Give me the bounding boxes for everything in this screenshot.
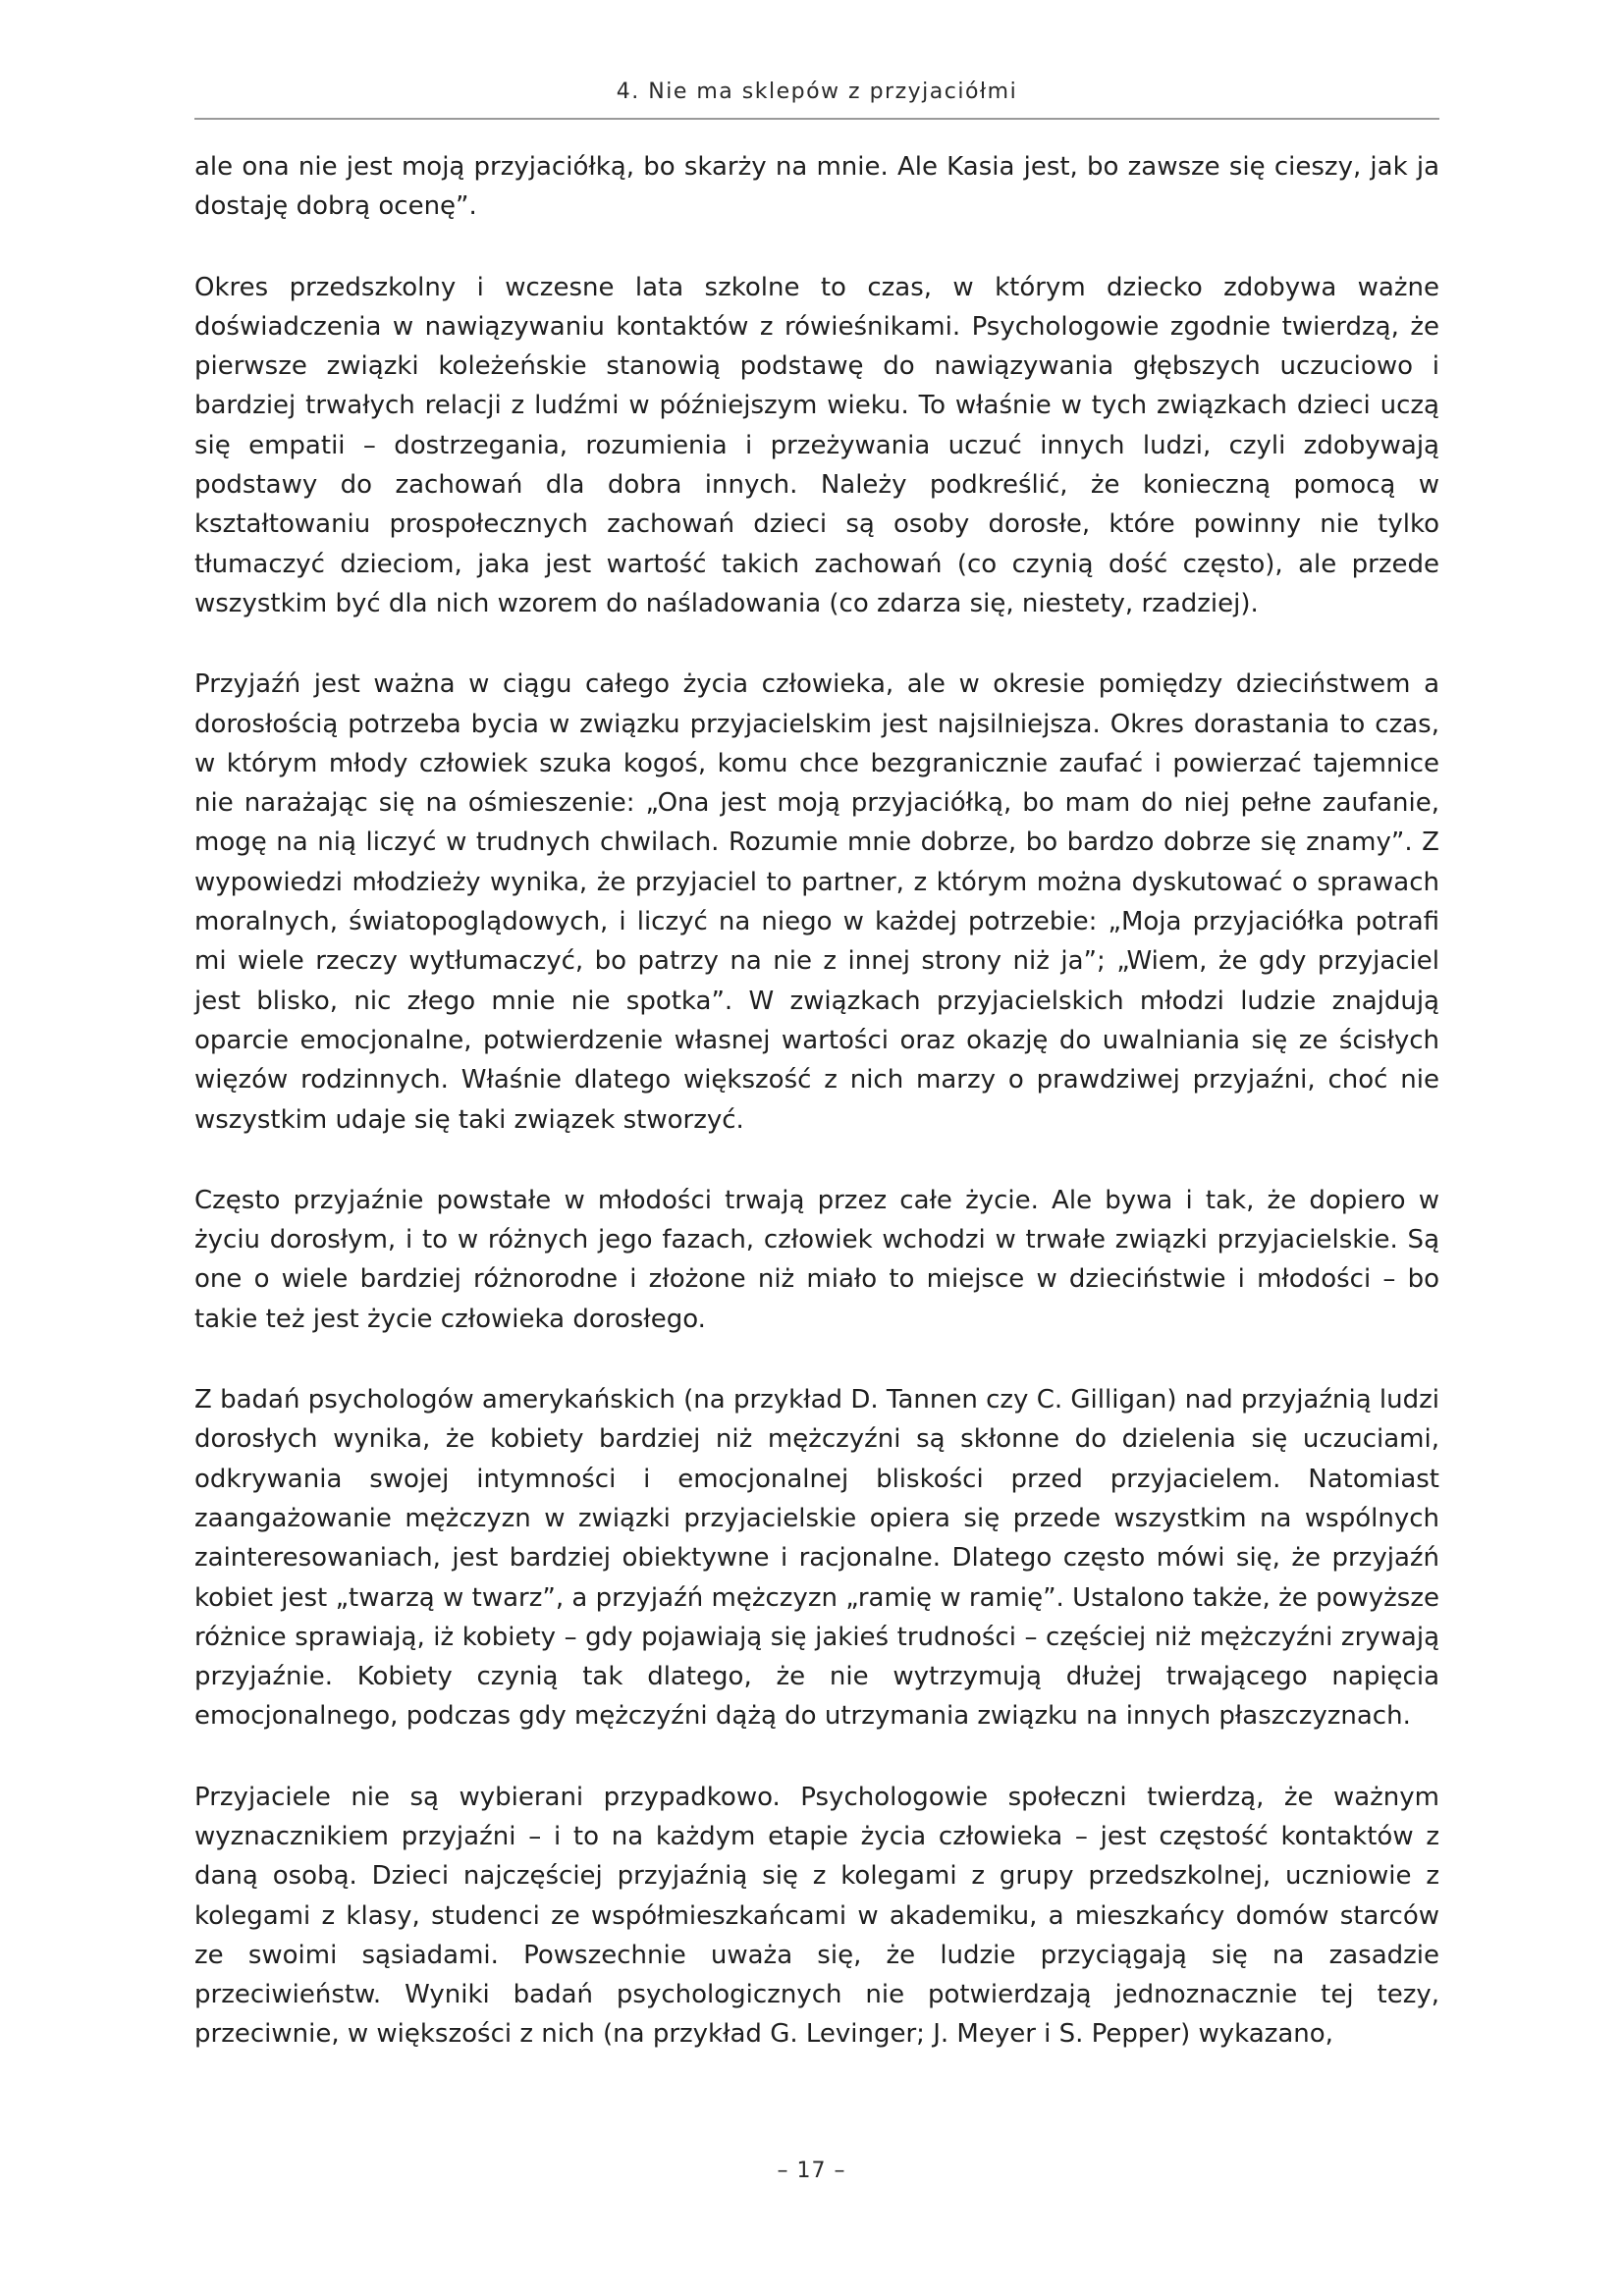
page-number: – 17 – — [777, 2159, 846, 2183]
paragraph-5: Z badań psychologów amerykańskich (na przykład D. Tannen czy C. Gilligan) nad przyjaźnią ludzi dorosłych wynika, że kobiety bardziej niż mężczyźni są skłonne do dzielenia się uczuciami, odkrywania swojej intymności i emocjonalnej bliskości przed przyjacielem. Natomiast zaangażowanie mężczyzn w związki przyjacielskie opiera się przede wszystkim na wspólnych zainteresowaniach, jest bardziej obiektywne i racjonalne. Dlatego często mówi się, że przyjaźń kobiet jest „twarzą w twarz”, a przyjaźń mężczyzn „ramię w ramię”. Ustalono także, że powyższe różnice sprawiają, iż kobiety – gdy pojawiają się jakieś trudności – częściej niż mężczyźni zrywają przyjaźnie. Kobiety czynią tak dlatego, że nie wytrzymują dłużej trwającego napięcia emocjonalnego, podczas gdy mężczyźni dążą do utrzymania związku na innych płaszczyznach. — [194, 1385, 1439, 1732]
paragraph-6: Przyjaciele nie są wybierani przypadkowo. Psychologowie społeczni twierdzą, że ważnym wyznacznikiem przyjaźni – i to na każdym etapie życia człowieka – jest częstość kontaktów z daną osobą. Dzieci najczęściej przyjaźnią się z kolegami z grupy przedszkolnej, uczniowie z kolegami z klasy, studenci ze współmieszkańcami w akademiku, a mieszkańcy domów starców ze swoimi sąsiadami. Powszechnie uważa się, że ludzie przyciągają się na zasadzie przeciwieństw. Wyniki badań psychologicznych nie potwierdzają jednoznacznie tej tezy, przeciwnie, w większości z nich (na przykład G. Levinger; J. Meyer i S. Pepper) wykazano, — [194, 1782, 1439, 2050]
paragraph-3: Przyjaźń jest ważna w ciągu całego życia człowieka, ale w okresie pomiędzy dzieciństwem a dorosłością potrzeba bycia w związku przyjacielskim jest najsilniejsza. Okres dorastania to czas, w którym młody człowiek szuka kogoś, komu chce bezgranicznie zaufać i powierzać tajemnice nie narażając się na ośmieszenie: „Ona jest moją przyjaciółką, bo mam do niej pełne zaufanie, mogę na nią liczyć w trudnych chwilach. Rozumie mnie dobrze, bo bardzo dobrze się znamy”. Z wypowiedzi młodzieży wynika, że przyjaciel to partner, z którym można dyskutować o sprawach moralnych, światopoglądowych, i liczyć na niego w każdej potrzebie: „Moja przyjaciółka potrafi mi wiele rzeczy wytłumaczyć, bo patrzy na nie z innej strony niż ja”; „Wiem, że gdy przyjaciel jest blisko, nic złego mnie nie spotka”. W związkach przyjacielskich młodzi ludzie znajdują oparcie emocjonalne, potwierdzenie własnej wartości oraz okazję do uwalniania się ze ścisłych więzów rodzinnych. Właśnie dlatego większość z nich marzy o prawdziwej przyjaźni, choć nie wszystkim udaje się taki związek stworzyć. — [194, 669, 1439, 1135]
chapter-title: 4. Nie ma sklepów z przyjaciółmi — [616, 80, 1018, 104]
paragraph-1: ale ona nie jest moją przyjaciółką, bo skarży na mnie. Ale Kasia jest, bo zawsze się cieszy, jak ja dostaję dobrą ocenę”. — [194, 152, 1439, 222]
paragraph-4: Często przyjaźnie powstałe w młodości trwają przez całe życie. Ale bywa i tak, że dopiero w życiu dorosłym, i to w różnych jego fazach, człowiek wchodzi w trwałe związki przyjacielskie. Są one o wiele bardziej różnorodne i złożone niż miało to miejsce w dzieciństwie i młodości – bo takie też jest życie człowieka dorosłego. — [194, 1185, 1439, 1334]
body-text — [194, 147, 1439, 2096]
paragraph-2: Okres przedszkolny i wczesne lata szkolne to czas, w którym dziecko zdobywa ważne doświadczenia w nawiązywaniu kontaktów z rówieśnikami. Psychologowie zgodnie twierdzą, że pierwsze związki koleżeńskie stanowią podstawę do nawiązywania głębszych uczuciowo i bardziej trwałych relacji z ludźmi w późniejszym wieku. To właśnie w tych związkach dzieci uczą się empatii – dostrzegania, rozumienia i przeżywania uczuć innych ludzi, czyli zdobywają podstawy do zachowań dla dobra innych. Należy podkreślić, że konieczną pomocą w kształtowaniu prospołecznych zachowań dzieci są osoby dorosłe, które powinny nie tylko tłumaczyć dzieciom, jaka jest wartość takich zachowań (co czynią dość często), ale przede wszystkim być dla nich wzorem do naśladowania (co zdarza się, niestety, rzadziej). — [194, 272, 1439, 618]
running-header — [194, 71, 1439, 120]
